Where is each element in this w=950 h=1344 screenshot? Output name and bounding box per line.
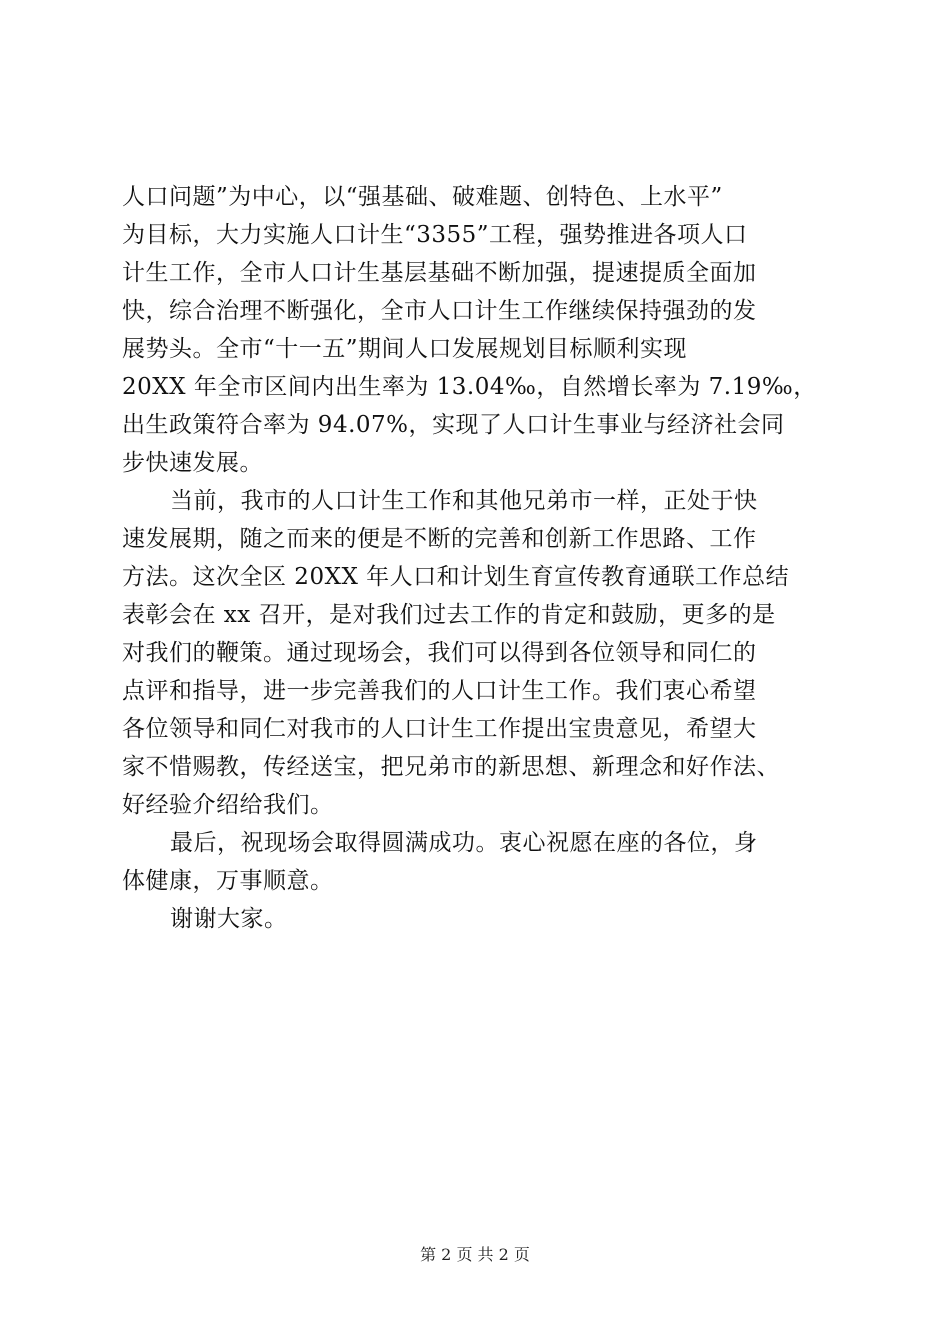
text-line: 为目标，大力实施人口计生“3355”工程，强势推进各项人口 — [122, 222, 748, 248]
text-line: 对我们的鞭策。通过现场会，我们可以得到各位领导和同仁的 — [122, 640, 757, 666]
page-number: 第 2 页 共 2 页 — [420, 1245, 530, 1264]
text-line: 体健康，万事顺意。 — [122, 868, 334, 894]
text-line: 家不惜赐教，传经送宝，把兄弟市的新思想、新理念和好作法、 — [122, 754, 780, 780]
document-body — [122, 178, 828, 938]
text-line: 当前，我市的人口计生工作和其他兄弟市一样，正处于快 — [170, 488, 758, 514]
text-line: 20XX 年全市区间内出生率为 13.04‰，自然增长率为 7.19‰， — [122, 374, 817, 400]
text-line: 谢谢大家。 — [170, 906, 288, 932]
text-line: 最后，祝现场会取得圆满成功。衷心祝愿在座的各位，身 — [170, 830, 758, 856]
text-line: 快，综合治理不断强化，全市人口计生工作继续保持强劲的发 — [122, 298, 757, 324]
text-line: 出生政策符合率为 94.07%，实现了人口计生事业与经济社会同 — [122, 412, 785, 438]
text-line: 步快速发展。 — [122, 450, 263, 476]
page-footer — [0, 1244, 950, 1266]
text-line: 表彰会在 xx 召开，是对我们过去工作的肯定和鼓励，更多的是 — [122, 602, 776, 628]
text-line: 方法。这次全区 20XX 年人口和计划生育宣传教育通联工作总结 — [122, 564, 790, 590]
text-line: 点评和指导，进一步完善我们的人口计生工作。我们衷心希望 — [122, 678, 757, 704]
text-line: 好经验介绍给我们。 — [122, 792, 334, 818]
text-line: 速发展期，随之而来的便是不断的完善和创新工作思路、工作 — [122, 526, 757, 552]
text-line: 计生工作，全市人口计生基层基础不断加强，提速提质全面加 — [122, 260, 757, 286]
text-line: 展势头。全市“十一五”期间人口发展规划目标顺利实现 — [122, 336, 688, 362]
text-line: 各位领导和同仁对我市的人口计生工作提出宝贵意见，希望大 — [122, 716, 757, 742]
text-line: 人口问题”为中心，以“强基础、破难题、创特色、上水平” — [122, 184, 723, 210]
